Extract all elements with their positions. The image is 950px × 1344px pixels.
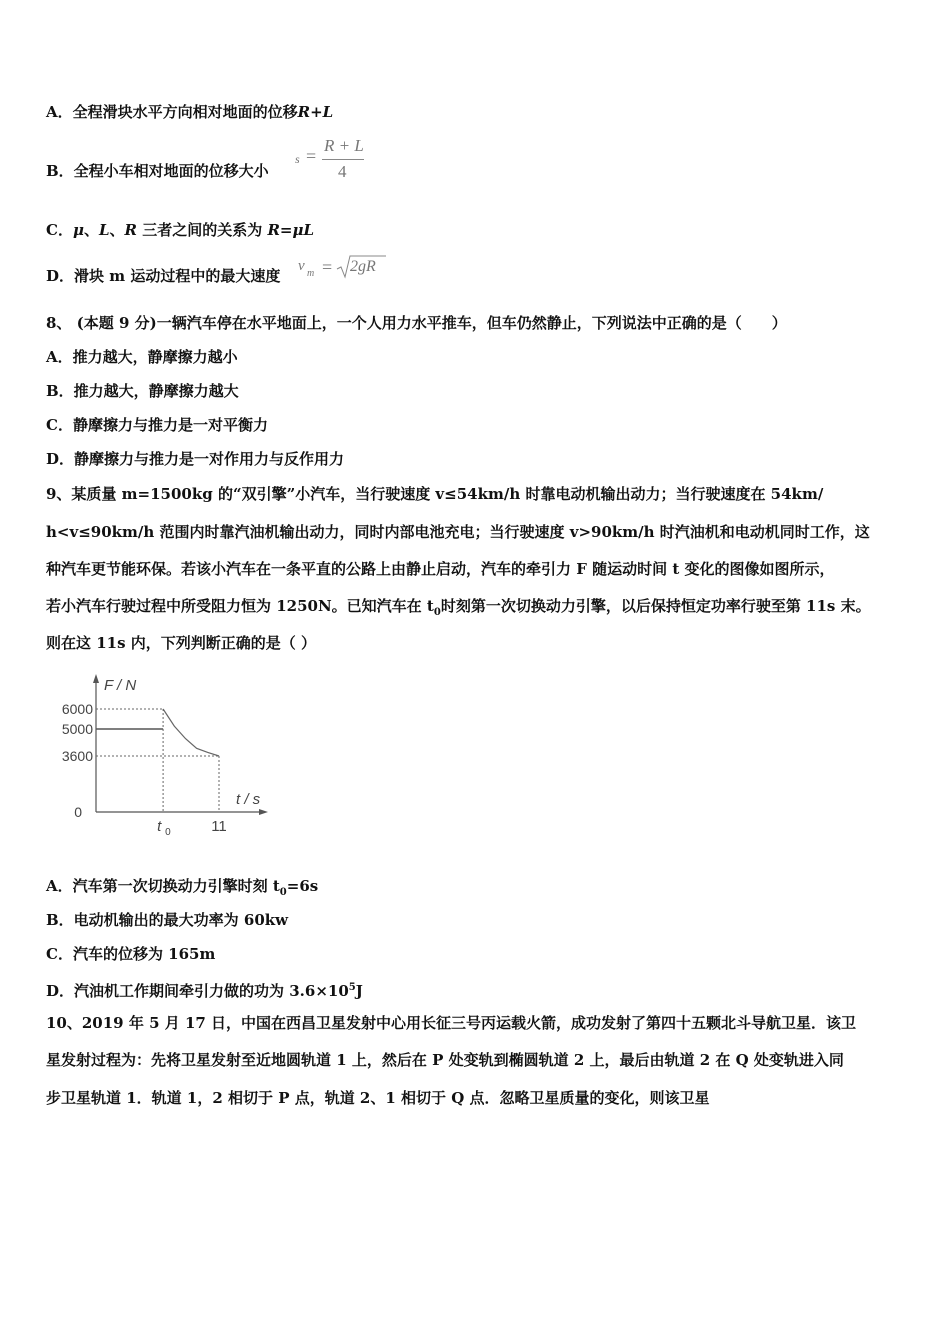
series-curve: [163, 709, 219, 756]
x-axis-label: t / s: [236, 791, 261, 808]
q7-option-d: D．滑块 m 运动过程中的最大速度: [46, 267, 281, 285]
y-tick-label: 5000: [61, 721, 93, 737]
q7-option-a: A．全程滑块水平方向相对地面的位移R+L: [46, 103, 334, 121]
q8-option-c: C．静摩擦力与推力是一对平衡力: [46, 416, 268, 434]
q8-option-a: A．推力越大，静摩擦力越小: [46, 348, 238, 366]
y-axis-arrow-icon: [93, 674, 99, 683]
q8-option-b: B．推力越大，静摩擦力越大: [46, 382, 239, 400]
q7-option-d-formula: v m = 2gR: [298, 254, 388, 284]
q7-option-b-formula: s = R + L 4: [295, 136, 364, 181]
q8-stem: 8、 (本题 9 分)一辆汽车停在水平地面上，一个人用力水平推车，但车仍然静止，下列说法中正确的是（ ）: [46, 314, 787, 332]
x-tick-label-end: 11: [211, 818, 227, 835]
q9-option-d: D．汽油机工作期间牵引力做的功为 $3.6\times 10^5J$: [46, 982, 363, 1000]
q7-option-a-expr: R+L: [297, 103, 334, 121]
q9-option-a: A．汽车第一次切换动力引擎时刻 $t_0=6s$: [46, 877, 319, 898]
q7-option-c: C．μ、L、R 三者之间的关系为 R=μL: [46, 221, 315, 239]
x-axis-arrow-icon: [259, 809, 268, 815]
q7-option-b: B．全程小车相对地面的位移大小: [46, 162, 269, 180]
q9-stem-line-5: 则在这 11s 内，下列判断正确的是（ ）: [46, 634, 316, 652]
q10-stem-line-1: 10、2019 年 5 月 17 日，中国在西昌卫星发射中心用长征三号丙运载火箭，成功发射了第四十五颗北斗导航卫星．该卫: [46, 1014, 857, 1032]
q8-option-d: D．静摩擦力与推力是一对作用力与反作用力: [46, 450, 345, 468]
origin-label: 0: [74, 804, 82, 820]
q9-stem-line-3: 种汽车更节能环保。若该小汽车在一条平直的公路上由静止启动，汽车的牵引力 F 随运动时间 t 变化的图像如图所示，: [46, 560, 835, 578]
q10-stem-line-3: 步卫星轨道 1．轨道 1，2 相切于 P 点，轨道 2、1 相切于 Q 点．忽略卫星质量的变化，则该卫星: [46, 1089, 710, 1107]
y-tick-label: 3600: [61, 748, 93, 764]
y-tick-label: 6000: [61, 701, 93, 717]
fraction-bar: [322, 159, 364, 160]
q9-option-c: C．汽车的位移为 165m: [46, 945, 216, 963]
force-time-chart: [46, 668, 276, 838]
q10-stem-line-2: 星发射过程为：先将卫星发射至近地圆轨道 1 上，然后在 P 处变轨到椭圆轨道 2 上，最后由轨道 2 在 Q 处变轨进入同: [46, 1051, 844, 1069]
q9-stem-line-1: 9、某质量 m=1500kg 的“双引擎”小汽车，当行驶速度 v≤54km/h 时靠电动机输出动力；当行驶速度在 54km/: [46, 485, 824, 503]
x-tick-label-t0: t: [157, 818, 162, 835]
q9-stem-line-4: 若小汽车行驶过程中所受阻力恒为 1250N。已知汽车在 $t_0$时刻第一次切换动力引擎，以后保持恒定功率行驶至第 11s 末。: [46, 597, 871, 618]
x-tick-label-t0-subscript: 0: [165, 827, 171, 838]
y-axis-label: F / N: [104, 677, 137, 694]
q9-option-b: B．电动机输出的最大功率为 60kw: [46, 911, 289, 929]
q9-stem-line-2: h<v≤90km/h 范围内时靠汽油机输出动力，同时内部电池充电；当行驶速度 v>90km/h 时汽油机和电动机同时工作，这: [46, 523, 870, 541]
